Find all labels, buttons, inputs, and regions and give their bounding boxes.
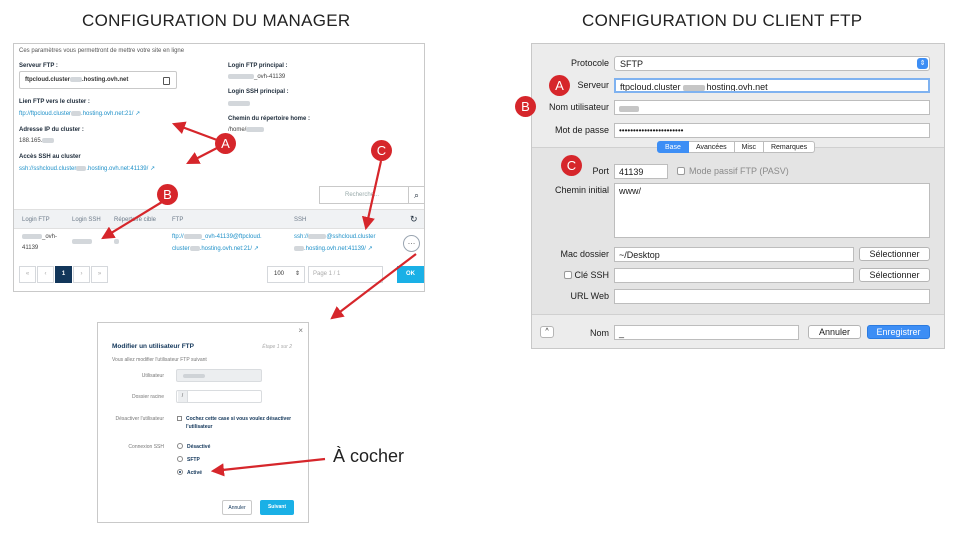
ip-label: Adresse IP du cluster :	[19, 127, 84, 133]
disable-text-2: l'utilisateur	[186, 424, 213, 430]
search-icon[interactable]: ⌕	[409, 186, 425, 204]
search-input[interactable]: Recherche...	[319, 186, 409, 204]
redacted-text	[228, 74, 254, 79]
initial-path-input[interactable]: www/	[614, 183, 930, 238]
modal-title: Modifier un utilisateur FTP	[112, 343, 194, 350]
server-label: Serveur	[577, 80, 609, 90]
ssh-key-label: Clé SSH	[574, 270, 609, 280]
table-header	[14, 209, 424, 229]
external-link-icon: ↗	[253, 246, 259, 252]
pager-current[interactable]: 1	[55, 266, 72, 283]
ftp-link-a: ftp://ftpcloud.cluster	[19, 111, 72, 117]
home-label: Chemin du répertoire home :	[228, 116, 311, 122]
redacted-text	[183, 374, 205, 378]
row-login-b: 41139	[22, 245, 39, 251]
ssh-link[interactable]	[19, 165, 155, 172]
server-value-a: ftpcloud.cluster	[620, 82, 681, 92]
disable-text: Cochez cette case si vous voulez désactiver	[186, 416, 292, 422]
ip-value	[19, 138, 54, 144]
main-login-label: Login FTP principal :	[228, 63, 288, 69]
modal-next-button[interactable]: Suivant	[260, 500, 294, 515]
row-ssh-c: .hosting.ovh.net:41139/	[304, 246, 366, 252]
pager-first[interactable]: «	[19, 266, 36, 283]
row-ftp-link-2[interactable]	[172, 245, 259, 252]
server-input[interactable]	[614, 78, 930, 93]
external-link-icon: ↗	[149, 166, 155, 172]
callout-badge-c-client: C	[561, 155, 582, 176]
col-target-dir[interactable]: Répertoire cible	[114, 217, 157, 223]
ssh-login-value	[228, 101, 250, 107]
redacted-text	[114, 239, 119, 244]
username-input[interactable]	[614, 100, 930, 115]
home-value-text: /home/	[228, 127, 247, 134]
modal-step: Étape 1 sur 2	[262, 344, 292, 350]
row-login	[22, 234, 57, 240]
row-login-ssh	[72, 239, 92, 245]
redacted-text	[71, 111, 81, 116]
redacted-text	[184, 234, 202, 239]
callout-badge-a: A	[215, 133, 236, 154]
tab-notes[interactable]: Remarques	[764, 141, 815, 153]
initial-path-label: Chemin initial	[554, 185, 609, 195]
pager-last[interactable]: »	[91, 266, 108, 283]
col-ssh[interactable]: SSH	[294, 217, 307, 223]
save-button[interactable]: Enregistrer	[867, 325, 930, 339]
name-label: Nom	[589, 328, 609, 338]
manager-panel	[13, 43, 425, 292]
edit-ftp-user-modal	[97, 322, 309, 523]
web-url-label: URL Web	[570, 291, 609, 301]
row-ssh-b: @sshcloud.cluster	[326, 234, 376, 241]
passive-checkbox[interactable]	[677, 167, 685, 175]
ssh-link-b: .hosting.ovh.net:41139/	[86, 166, 149, 172]
radio-enabled-label: Activé	[187, 470, 203, 476]
disable-checkbox[interactable]	[177, 416, 182, 421]
radio-disabled[interactable]	[177, 443, 183, 449]
stepper-icon: ⇕	[294, 271, 300, 277]
redacted-text	[190, 246, 200, 251]
ssh-key-input[interactable]	[614, 268, 854, 283]
redacted-text	[619, 106, 639, 112]
external-link-icon: ↗	[367, 246, 373, 252]
redacted-text	[294, 246, 304, 251]
radio-sftp-label: SFTP	[187, 457, 200, 463]
home-value	[228, 127, 264, 133]
row-login-a: _ovh-	[42, 234, 58, 241]
annotation-text: À cocher	[333, 446, 405, 466]
protocol-select[interactable]	[614, 56, 930, 71]
redacted-text	[76, 166, 86, 171]
port-input[interactable]: 41139	[614, 164, 668, 179]
disable-label: Désactiver l'utilisateur	[115, 416, 164, 422]
ftp-client-panel	[531, 43, 945, 349]
ftp-server-label: Serveur FTP :	[19, 63, 58, 69]
root-field[interactable]	[176, 390, 262, 403]
ftp-link-b: .hosting.ovh.net:21/	[81, 111, 134, 117]
tab-advanced[interactable]: Avancées	[689, 141, 735, 153]
settings-tabs	[657, 141, 815, 153]
main-login-value	[228, 74, 285, 80]
select-folder-button[interactable]: Sélectionner	[859, 247, 930, 261]
protocol-label: Protocole	[570, 58, 609, 68]
stepper-icon: ⇕	[917, 58, 928, 69]
username-label: Nom utilisateur	[548, 102, 609, 112]
redacted-text	[70, 77, 82, 82]
ssh-connection-label: Connexion SSH	[128, 444, 164, 450]
root-prefix: /	[178, 391, 188, 402]
callout-badge-c: C	[371, 140, 392, 161]
protocol-value: SFTP	[620, 59, 644, 69]
page-size-value: 100	[274, 271, 285, 277]
user-label: Utilisateur	[141, 373, 164, 379]
row-ftp-a: ftp://	[172, 234, 184, 241]
redacted-text	[246, 127, 264, 132]
row-ftp-c: cluster	[172, 246, 190, 252]
ftp-link-label: Lien FTP vers le cluster :	[19, 99, 90, 105]
modal-subtitle: Vous allez modifier l'utilisateur FTP suivant	[112, 357, 207, 363]
password-label: Mot de passe	[554, 125, 609, 135]
select-key-button[interactable]: Sélectionner	[859, 268, 930, 282]
ftp-server-value-b: .hosting.ovh.net	[82, 77, 129, 84]
col-ftp[interactable]: FTP	[172, 217, 184, 223]
pager-prev[interactable]: ‹	[37, 266, 54, 283]
redacted-text	[72, 239, 92, 244]
tab-base[interactable]: Base	[657, 141, 689, 153]
port-label: Port	[592, 166, 609, 176]
tab-misc[interactable]: Misc	[735, 141, 764, 153]
close-icon[interactable]: ×	[298, 326, 303, 335]
cancel-button[interactable]: Annuler	[808, 325, 861, 339]
ftp-link[interactable]	[19, 110, 140, 117]
radio-sftp[interactable]	[177, 456, 183, 462]
radio-enabled[interactable]	[177, 469, 183, 475]
mac-folder-input[interactable]: ~/Desktop	[614, 247, 854, 262]
row-ftp-d: .hosting.ovh.net:21/	[199, 246, 253, 252]
pager-next[interactable]: ›	[73, 266, 90, 283]
redacted-text	[308, 234, 326, 239]
passive-label: Mode passif FTP (PASV)	[689, 166, 789, 176]
external-link-icon: ↗	[135, 111, 141, 117]
callout-badge-b-client: B	[515, 96, 536, 117]
redacted-text	[42, 138, 54, 143]
redacted-text	[683, 85, 705, 91]
row-ftp-b: _ovh-41139@ftpcloud.	[201, 234, 262, 241]
ssh-link-a: ssh://sshcloud.cluster	[19, 166, 77, 172]
redacted-text	[228, 101, 250, 106]
row-ssh-link-2[interactable]	[294, 245, 373, 252]
refresh-icon[interactable]: ↻	[410, 214, 418, 224]
row-target-dir	[114, 239, 119, 245]
ssh-label: Accès SSH au cluster	[19, 154, 81, 160]
radio-disabled-label: Désactivé	[187, 444, 211, 450]
redacted-text	[22, 234, 42, 239]
ftp-server-value-a: ftpcloud.cluster	[25, 77, 71, 84]
ip-value-text: 188.165.	[19, 138, 43, 145]
callout-badge-a-client: A	[549, 75, 570, 96]
mac-folder-label: Mac dossier	[560, 249, 609, 259]
ok-button[interactable]: OK	[397, 266, 424, 283]
callout-badge-b: B	[157, 184, 178, 205]
intro-text: Ces paramètres vous permettront de mettre votre site en ligne	[19, 48, 185, 54]
row-ssh-link[interactable]	[294, 234, 375, 240]
manager-heading: CONFIGURATION DU MANAGER	[82, 11, 351, 30]
modal-cancel-button[interactable]: Annuler	[222, 500, 252, 515]
root-label: Dossier racine	[132, 394, 164, 400]
row-actions-button[interactable]: …	[403, 235, 420, 252]
client-heading: CONFIGURATION DU CLIENT FTP	[582, 11, 863, 30]
server-value-b: hosting.ovh.net	[706, 82, 768, 92]
col-login-ftp[interactable]: Login FTP	[22, 217, 50, 223]
page-size-select[interactable]	[267, 266, 305, 283]
main-login-text: _ovh-41139	[254, 74, 286, 81]
row-ftp-link[interactable]	[172, 234, 262, 240]
copy-icon[interactable]	[163, 77, 170, 85]
ftp-server-field[interactable]	[19, 71, 177, 89]
page-input[interactable]: Page 1 / 1	[308, 266, 383, 283]
web-url-input[interactable]	[614, 289, 930, 304]
col-login-ssh[interactable]: Login SSH	[72, 217, 101, 223]
chevron-up-icon: ^	[545, 328, 549, 335]
name-input[interactable]: _	[614, 325, 799, 340]
row-ssh-a: ssh://	[294, 234, 309, 241]
password-input[interactable]: •••••••••••••••••••••••	[614, 123, 930, 138]
user-field[interactable]	[176, 369, 262, 382]
ssh-login-label: Login SSH principal :	[228, 89, 289, 95]
